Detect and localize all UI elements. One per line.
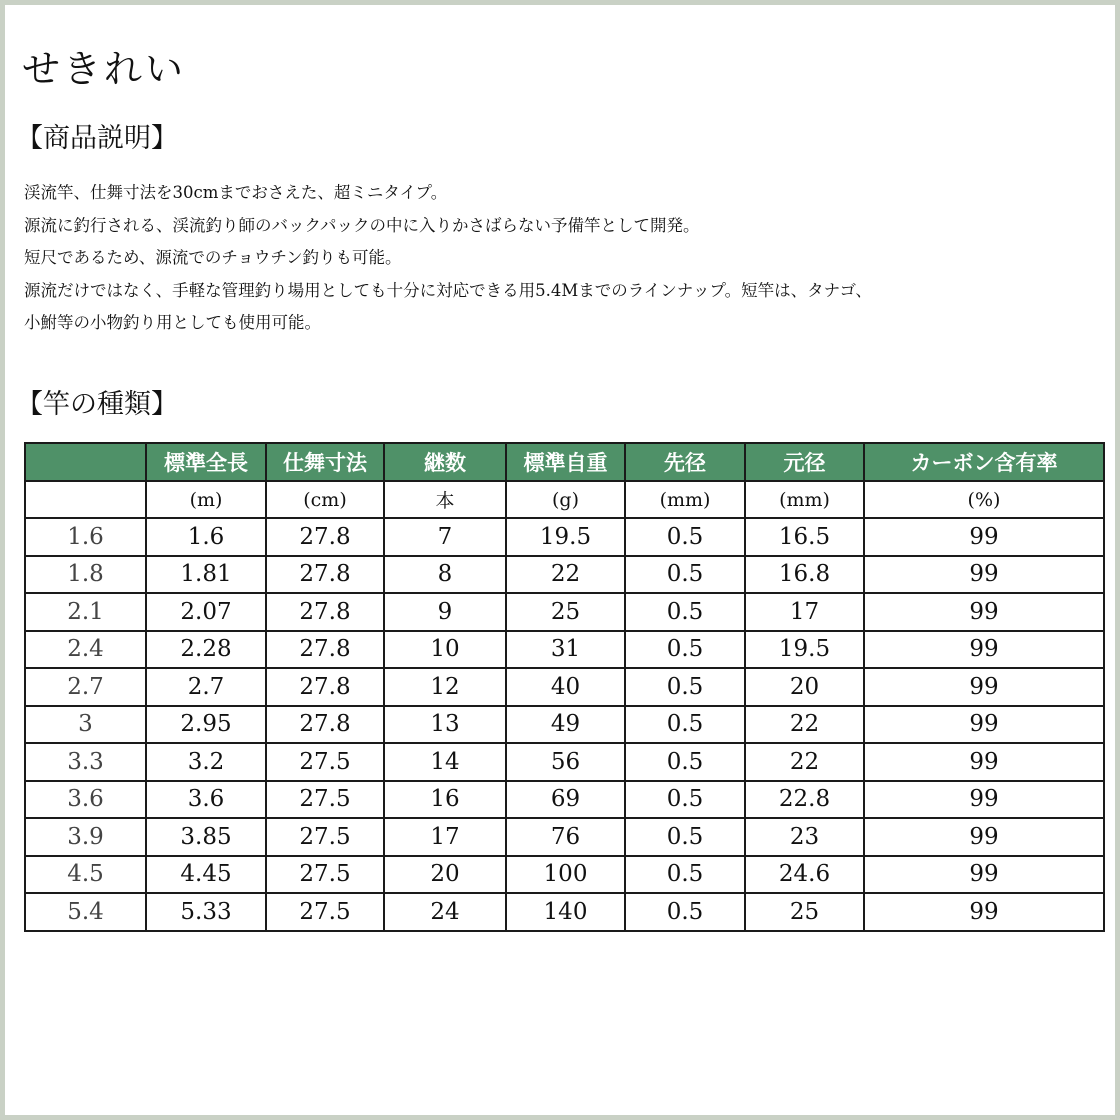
weight-cell: 56	[506, 743, 625, 781]
table-row	[25, 631, 1104, 669]
weight-cell: 40	[506, 668, 625, 706]
carbon-content-cell: 99	[864, 593, 1104, 631]
header-cell-carbon-content: カーボン含有率	[864, 443, 1104, 481]
description-line: 短尺であるため、源流でのチョウチン釣りも可能。	[24, 248, 402, 267]
carbon-content-cell: 99	[864, 856, 1104, 894]
unit-cell: 本	[384, 481, 506, 518]
product-description	[24, 177, 1104, 340]
header-cell-closed-length: 仕舞寸法	[266, 443, 384, 481]
header-cell-butt-diameter: 元径	[745, 443, 864, 481]
weight-cell: 76	[506, 818, 625, 856]
carbon-content-cell: 99	[864, 781, 1104, 819]
carbon-content-cell: 99	[864, 668, 1104, 706]
unit-cell: (m)	[146, 481, 266, 518]
butt-diameter-cell: 19.5	[745, 631, 864, 669]
closed-length-cell: 27.5	[266, 856, 384, 894]
butt-diameter-cell: 22.8	[745, 781, 864, 819]
weight-cell: 140	[506, 893, 625, 931]
model-cell: 1.8	[25, 556, 146, 594]
butt-diameter-cell: 17	[745, 593, 864, 631]
closed-length-cell: 27.8	[266, 631, 384, 669]
butt-diameter-cell: 20	[745, 668, 864, 706]
closed-length-cell: 27.5	[266, 818, 384, 856]
weight-cell: 22	[506, 556, 625, 594]
tip-diameter-cell: 0.5	[625, 818, 745, 856]
sections-cell: 13	[384, 706, 506, 744]
description-line: 源流だけではなく、手軽な管理釣り場用としても十分に対応できる用5.4Mまでのラインナップ。短竿は、タナゴ、	[24, 280, 872, 300]
sections-cell: 20	[384, 856, 506, 894]
tip-diameter-cell: 0.5	[625, 781, 745, 819]
carbon-content-cell: 99	[864, 818, 1104, 856]
table-row	[25, 743, 1104, 781]
length-cell: 3.6	[146, 781, 266, 819]
sections-cell: 14	[384, 743, 506, 781]
table-row	[25, 593, 1104, 631]
header-cell-length: 標準全長	[146, 443, 266, 481]
sections-cell: 24	[384, 893, 506, 931]
table-row	[25, 668, 1104, 706]
unit-cell: (g)	[506, 481, 625, 518]
model-cell: 2.4	[25, 631, 146, 669]
closed-length-cell: 27.8	[266, 706, 384, 744]
description-line: 渓流竿、仕舞寸法を30cmまでおさえた、超ミニタイプ。	[24, 183, 448, 202]
length-cell: 2.7	[146, 668, 266, 706]
description-line: 源流に釣行される、渓流釣り師のバックパックの中に入りかさばらない予備竿として開発。	[24, 215, 700, 235]
length-cell: 1.6	[146, 518, 266, 556]
tip-diameter-cell: 0.5	[625, 893, 745, 931]
sections-cell: 17	[384, 818, 506, 856]
tip-diameter-cell: 0.5	[625, 631, 745, 669]
tip-diameter-cell: 0.5	[625, 518, 745, 556]
units-row	[25, 481, 1104, 518]
carbon-content-cell: 99	[864, 518, 1104, 556]
unit-cell: (%)	[864, 481, 1104, 518]
sections-cell: 9	[384, 593, 506, 631]
tip-diameter-cell: 0.5	[625, 743, 745, 781]
sections-cell: 10	[384, 631, 506, 669]
butt-diameter-cell: 16.8	[745, 556, 864, 594]
length-cell: 5.33	[146, 893, 266, 931]
rod-spec-table	[24, 442, 1105, 932]
closed-length-cell: 27.8	[266, 556, 384, 594]
length-cell: 4.45	[146, 856, 266, 894]
closed-length-cell: 27.8	[266, 668, 384, 706]
sections-cell: 8	[384, 556, 506, 594]
model-cell: 3.9	[25, 818, 146, 856]
table-row	[25, 893, 1104, 931]
butt-diameter-cell: 24.6	[745, 856, 864, 894]
weight-cell: 19.5	[506, 518, 625, 556]
description-line: 小鮒等の小物釣り用としても使用可能。	[24, 313, 321, 332]
brand-logo: せきれい	[22, 47, 187, 91]
rod-types-heading: 【竿の種類】	[16, 389, 178, 420]
description-heading: 【商品説明】	[16, 123, 178, 154]
unit-cell	[25, 481, 146, 518]
carbon-content-cell: 99	[864, 893, 1104, 931]
sections-cell: 7	[384, 518, 506, 556]
length-cell: 2.07	[146, 593, 266, 631]
model-cell: 4.5	[25, 856, 146, 894]
table-row	[25, 856, 1104, 894]
table-row	[25, 518, 1104, 556]
header-cell-weight: 標準自重	[506, 443, 625, 481]
header-row	[25, 443, 1104, 481]
table-row	[25, 706, 1104, 744]
header-cell-tip-diameter: 先径	[625, 443, 745, 481]
tip-diameter-cell: 0.5	[625, 593, 745, 631]
weight-cell: 25	[506, 593, 625, 631]
weight-cell: 69	[506, 781, 625, 819]
weight-cell: 49	[506, 706, 625, 744]
butt-diameter-cell: 22	[745, 743, 864, 781]
closed-length-cell: 27.8	[266, 593, 384, 631]
length-cell: 2.28	[146, 631, 266, 669]
header-cell-sections: 継数	[384, 443, 506, 481]
model-cell: 2.7	[25, 668, 146, 706]
butt-diameter-cell: 23	[745, 818, 864, 856]
table-row	[25, 781, 1104, 819]
closed-length-cell: 27.8	[266, 518, 384, 556]
model-cell: 3.6	[25, 781, 146, 819]
tip-diameter-cell: 0.5	[625, 706, 745, 744]
model-cell: 2.1	[25, 593, 146, 631]
model-cell: 1.6	[25, 518, 146, 556]
carbon-content-cell: 99	[864, 556, 1104, 594]
length-cell: 2.95	[146, 706, 266, 744]
tip-diameter-cell: 0.5	[625, 556, 745, 594]
carbon-content-cell: 99	[864, 743, 1104, 781]
butt-diameter-cell: 16.5	[745, 518, 864, 556]
length-cell: 1.81	[146, 556, 266, 594]
unit-cell: (mm)	[745, 481, 864, 518]
weight-cell: 100	[506, 856, 625, 894]
header-cell-model	[25, 443, 146, 481]
length-cell: 3.85	[146, 818, 266, 856]
unit-cell: (mm)	[625, 481, 745, 518]
length-cell: 3.2	[146, 743, 266, 781]
tip-diameter-cell: 0.5	[625, 856, 745, 894]
unit-cell: (cm)	[266, 481, 384, 518]
sections-cell: 12	[384, 668, 506, 706]
butt-diameter-cell: 22	[745, 706, 864, 744]
tip-diameter-cell: 0.5	[625, 668, 745, 706]
butt-diameter-cell: 25	[745, 893, 864, 931]
model-cell: 3.3	[25, 743, 146, 781]
sections-cell: 16	[384, 781, 506, 819]
closed-length-cell: 27.5	[266, 781, 384, 819]
table-row	[25, 818, 1104, 856]
model-cell: 5.4	[25, 893, 146, 931]
carbon-content-cell: 99	[864, 631, 1104, 669]
table-row	[25, 556, 1104, 594]
closed-length-cell: 27.5	[266, 743, 384, 781]
closed-length-cell: 27.5	[266, 893, 384, 931]
weight-cell: 31	[506, 631, 625, 669]
carbon-content-cell: 99	[864, 706, 1104, 744]
model-cell: 3	[25, 706, 146, 744]
